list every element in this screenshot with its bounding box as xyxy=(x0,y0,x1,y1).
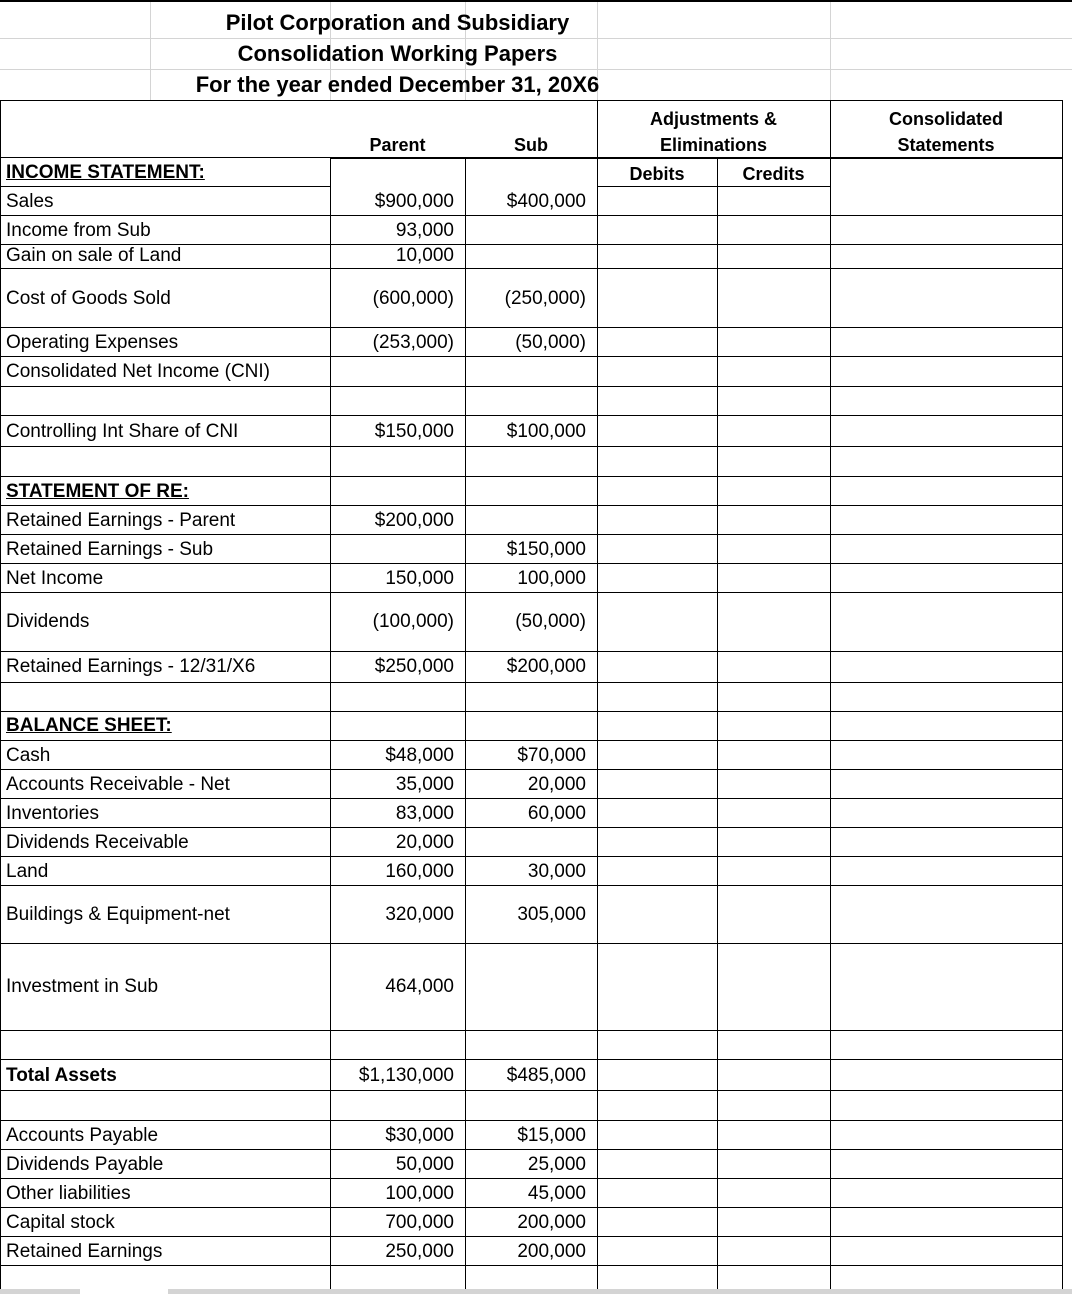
grid-line xyxy=(830,0,831,100)
grid-line xyxy=(0,38,1072,39)
parent-value: (100,000) xyxy=(372,611,454,632)
grid-line xyxy=(0,327,1062,328)
sub-value: (250,000) xyxy=(504,288,586,309)
title-company: Pilot Corporation and Subsidiary xyxy=(225,10,570,35)
grid-line xyxy=(0,505,1062,506)
row-label: Retained Earnings - Sub xyxy=(6,539,214,560)
row-label: Dividends Payable xyxy=(6,1154,164,1175)
sub-value: $70,000 xyxy=(517,745,586,766)
grid-line xyxy=(0,356,1062,357)
parent-value: $900,000 xyxy=(374,191,454,212)
grid-line xyxy=(0,651,1062,652)
sub-value: $400,000 xyxy=(506,191,586,212)
parent-value: 35,000 xyxy=(395,774,454,795)
sub-value: 60,000 xyxy=(527,803,586,824)
row-label: Total Assets xyxy=(6,1065,117,1086)
row-label: Capital stock xyxy=(6,1212,115,1233)
balance-sheet-heading: BALANCE SHEET: xyxy=(6,715,172,736)
header-debits: Debits xyxy=(629,164,685,184)
row-label: Income from Sub xyxy=(6,220,151,241)
sub-value: 200,000 xyxy=(517,1212,586,1233)
grid-line xyxy=(0,1090,1062,1091)
statement-of-re-heading: STATEMENT OF RE: xyxy=(6,481,189,502)
grid-line xyxy=(0,415,1062,416)
title-worksheet: Consolidation Working Papers xyxy=(237,41,558,66)
parent-value: $30,000 xyxy=(385,1125,454,1146)
row-label: Net Income xyxy=(6,568,104,589)
row-label: Cost of Goods Sold xyxy=(6,288,171,309)
header-parent: Parent xyxy=(369,135,426,155)
row-label: Retained Earnings xyxy=(6,1241,163,1262)
title-period: For the year ended December 31, 20X6 xyxy=(195,72,600,97)
sub-value: $150,000 xyxy=(506,539,586,560)
grid-line xyxy=(0,1120,1062,1121)
row-label: Consolidated Net Income (CNI) xyxy=(6,361,270,382)
row-label: Accounts Receivable - Net xyxy=(6,774,230,795)
sub-value: (50,000) xyxy=(515,611,586,632)
grid-line xyxy=(0,1207,1062,1208)
parent-value: 83,000 xyxy=(395,803,454,824)
row-label: Accounts Payable xyxy=(6,1125,159,1146)
row-label: Buildings & Equipment-net xyxy=(6,904,230,925)
parent-value: 700,000 xyxy=(385,1212,454,1233)
parent-value: 20,000 xyxy=(395,832,454,853)
grid-line xyxy=(0,592,1062,593)
parent-value: 100,000 xyxy=(385,1183,454,1204)
parent-value: $1,130,000 xyxy=(358,1065,454,1086)
grid-line xyxy=(0,943,1062,944)
row-label: Dividends Receivable xyxy=(6,832,189,853)
sub-value: 100,000 xyxy=(517,568,586,589)
header-credits: Credits xyxy=(742,164,805,184)
grid-line xyxy=(0,1149,1062,1150)
row-label: Dividends xyxy=(6,611,90,632)
sub-value: 20,000 xyxy=(527,774,586,795)
grid-line xyxy=(0,0,1072,2)
header-consolidated: Consolidated xyxy=(888,109,1003,129)
grid-line xyxy=(0,268,1062,269)
parent-value: 250,000 xyxy=(385,1241,454,1262)
grid-line xyxy=(0,534,1062,535)
row-label: Land xyxy=(6,861,49,882)
sub-value: 200,000 xyxy=(517,1241,586,1262)
grid-line xyxy=(0,1265,1062,1266)
row-label: Operating Expenses xyxy=(6,332,179,353)
parent-value: $150,000 xyxy=(374,421,454,442)
grid-line xyxy=(0,1059,1062,1060)
parent-value: $250,000 xyxy=(374,656,454,677)
grid-line xyxy=(0,1236,1062,1237)
parent-value: (600,000) xyxy=(372,288,454,309)
grid-line xyxy=(0,69,1072,70)
grid-line xyxy=(0,1030,1062,1031)
grid-line xyxy=(0,682,1062,683)
parent-value: 10,000 xyxy=(395,245,454,266)
row-label: Sales xyxy=(6,191,54,212)
header-statements: Statements xyxy=(897,135,995,155)
sub-value: 305,000 xyxy=(517,904,586,925)
income-statement-heading: INCOME STATEMENT: xyxy=(6,162,205,183)
parent-value: $48,000 xyxy=(385,745,454,766)
grid-line xyxy=(330,157,1062,159)
grid-line xyxy=(830,100,831,1290)
grid-line xyxy=(597,100,598,1290)
grid-line xyxy=(0,100,1,1290)
row-label: Retained Earnings - Parent xyxy=(6,510,236,531)
row-label: Investment in Sub xyxy=(6,976,159,997)
row-label: Inventories xyxy=(6,803,99,824)
header-adjustments: Adjustments & xyxy=(649,109,777,129)
row-label: Gain on sale of Land xyxy=(6,245,182,266)
row-label: Controlling Int Share of CNI xyxy=(6,421,239,442)
parent-value: 150,000 xyxy=(385,568,454,589)
grid-line xyxy=(0,100,1062,101)
grid-line xyxy=(0,186,330,187)
sub-value: $200,000 xyxy=(506,656,586,677)
parent-value: $200,000 xyxy=(374,510,454,531)
parent-value: 320,000 xyxy=(385,904,454,925)
sub-value: $485,000 xyxy=(506,1065,586,1086)
grid-line xyxy=(0,446,1062,447)
sub-value: 45,000 xyxy=(527,1183,586,1204)
row-label: Cash xyxy=(6,745,51,766)
grid-line xyxy=(0,769,1062,770)
parent-value: (253,000) xyxy=(372,332,454,353)
grid-line xyxy=(0,563,1062,564)
row-label: Retained Earnings - 12/31/X6 xyxy=(6,656,256,677)
grid-line xyxy=(0,476,1062,477)
parent-value: 464,000 xyxy=(385,976,454,997)
grid-line xyxy=(597,186,830,187)
grid-line xyxy=(0,798,1062,799)
parent-value: 160,000 xyxy=(385,861,454,882)
parent-value: 93,000 xyxy=(395,220,454,241)
grid-line xyxy=(0,827,1062,828)
grid-line xyxy=(0,711,1062,712)
grid-line xyxy=(0,1289,80,1294)
sub-value: 25,000 xyxy=(527,1154,586,1175)
sub-value: (50,000) xyxy=(515,332,586,353)
row-label: Other liabilities xyxy=(6,1183,131,1204)
grid-line xyxy=(0,386,1062,387)
grid-line xyxy=(0,1178,1062,1179)
grid-line xyxy=(0,157,330,158)
header-eliminations: Eliminations xyxy=(659,135,767,155)
sub-value: $15,000 xyxy=(517,1125,586,1146)
grid-line xyxy=(0,885,1062,886)
parent-value: 50,000 xyxy=(395,1154,454,1175)
grid-line xyxy=(0,856,1062,857)
grid-line xyxy=(0,215,1062,216)
sub-value: $100,000 xyxy=(506,421,586,442)
header-sub: Sub xyxy=(514,135,548,155)
grid-line xyxy=(0,740,1062,741)
grid-line xyxy=(1062,100,1063,1290)
sub-value: 30,000 xyxy=(527,861,586,882)
grid-line xyxy=(168,1289,1072,1294)
